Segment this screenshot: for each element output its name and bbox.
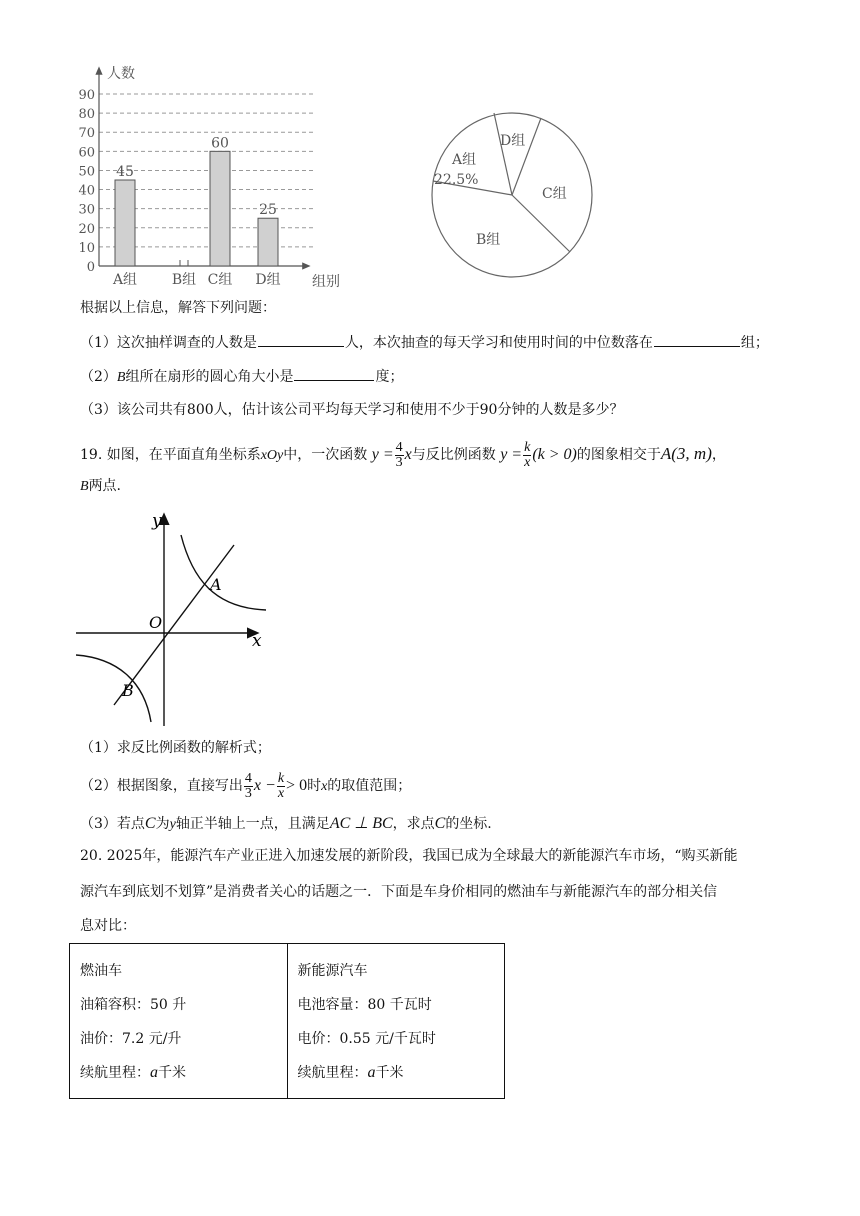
inequality <box>243 770 308 801</box>
var-a: a <box>150 1064 158 1081</box>
ev-cell <box>287 944 505 1099</box>
y-tick-label: 70 <box>78 126 95 142</box>
inverse-condition: (k > 0) <box>532 446 577 463</box>
range-label: 续航里程： <box>297 1065 368 1081</box>
y-axis-label: 人数 <box>107 66 135 82</box>
q18-part3: （3）该公司共有800人，估计该公司平均每天学习和使用不少于90分钟的人数是多少？ <box>80 402 624 418</box>
q19-stem-line1 <box>80 436 726 474</box>
table-cell-line: 新能源汽车 <box>297 963 368 979</box>
frac-num: k <box>524 439 531 455</box>
frac-den: 3 <box>395 454 403 470</box>
inverse-lhs: y = <box>500 446 523 463</box>
q20-stem-line2: 源汽车到底划不划算”是消费者关心的话题之一．下面是车身价相同的燃油车与新能源汽车的部分相关信 <box>80 884 718 900</box>
y-tick-label: 40 <box>78 183 95 199</box>
q18-part2 <box>80 366 403 388</box>
var-b: B <box>80 479 89 494</box>
q18-p2-text-c: 度； <box>375 369 404 385</box>
x-category-label: A组 <box>112 272 138 288</box>
origin-label: O <box>149 613 163 632</box>
coord-system: xOy <box>260 448 284 463</box>
y-tick-label: 90 <box>78 88 95 103</box>
q19-p3-text-a: （3）若点 <box>80 816 145 832</box>
pie-label-d: D组 <box>500 133 526 149</box>
q19-text-f: 两点. <box>88 478 122 494</box>
y-tick-label: 50 <box>78 164 95 180</box>
x-category-label: B组 <box>171 272 197 288</box>
range-label: 续航里程： <box>80 1065 150 1081</box>
inequality-rhs: > 0 <box>286 777 308 794</box>
q18-p1-text-c: 组； <box>740 335 769 351</box>
comparison-table <box>69 943 505 1099</box>
table-row <box>70 944 505 1099</box>
table-cell-line: 油价：7.2 元/升 <box>80 1031 182 1047</box>
table-cell-line: 电池容量：80 千瓦时 <box>297 997 432 1013</box>
bar <box>258 218 278 266</box>
perpendicular-relation: AC ⊥ BC <box>329 815 393 832</box>
q18-p2-text-a: （2） <box>80 369 117 385</box>
y-tick-label: 80 <box>78 107 95 123</box>
unit: 千米 <box>375 1065 404 1081</box>
point-a-text: A(3, m) <box>660 444 712 463</box>
table-cell-line <box>80 1056 277 1090</box>
point-a-label: A <box>210 575 222 594</box>
bar <box>115 180 135 266</box>
x-category-label: C组 <box>207 272 233 288</box>
inequality-mid: x − <box>253 777 276 794</box>
q19-text-e: ， <box>711 447 726 463</box>
q19-p3-text-e: 的坐标. <box>445 816 492 832</box>
pie-chart <box>424 112 604 282</box>
q19-p2-text-c: 的取值范围； <box>327 778 412 794</box>
q19-text-d: 的图象相交于 <box>576 447 661 463</box>
bar <box>210 151 230 266</box>
q19-p2-text-a: （2）根据图象，直接写出 <box>80 778 243 794</box>
function-graph <box>76 508 276 730</box>
frac-den: x <box>524 454 531 470</box>
q19-p3-text-b: 为 <box>155 816 170 832</box>
q19-p3-text-c: 轴正半轴上一点，且满足 <box>175 816 330 832</box>
frac-num: 4 <box>244 770 252 786</box>
q18-p1-text-b: 人，本次抽查的每天学习和使用时间的中位数落在 <box>344 335 653 351</box>
x-axis-label: x <box>252 631 262 651</box>
q20-stem-line3: 息对比： <box>80 918 136 934</box>
fuel-car-cell <box>70 944 288 1099</box>
intro-text: 根据以上信息，解答下列问题： <box>80 300 276 316</box>
q19-stem-line2 <box>80 476 121 497</box>
bar-chart <box>60 58 360 294</box>
q18-part1 <box>80 332 769 353</box>
y-tick-label: 0 <box>86 260 95 275</box>
bar-value-label: 60 <box>211 135 229 152</box>
answer-blank <box>258 332 344 347</box>
frac-num: 4 <box>395 439 403 455</box>
var-a: a <box>367 1064 376 1081</box>
linear-lhs: y = <box>371 446 394 463</box>
pie-label-a-percent: 22.5% <box>434 172 479 188</box>
q19-part1: （1）求反比例函数的解析式； <box>80 740 271 756</box>
var-c: C <box>434 815 446 832</box>
frac-num: k <box>277 770 285 786</box>
y-tick-label: 60 <box>78 145 95 161</box>
linear-var: x <box>404 446 412 463</box>
x-axis-label: 组别 <box>312 274 340 290</box>
q19-p2-text-b: 时 <box>307 778 322 794</box>
q19-text-c: 与反比例函数 <box>411 447 496 463</box>
q19-part3 <box>80 814 492 835</box>
q19-part2 <box>80 768 411 805</box>
linear-function <box>371 439 412 470</box>
frac-den: x <box>277 785 285 801</box>
x-category-label: D组 <box>255 272 281 288</box>
q20-stem-line1: 20. 2025年，能源汽车产业正进入加速发展的新阶段，我国已成为全球最大的新能源汽车市场，“购买新能 <box>80 848 738 864</box>
y-tick-label: 10 <box>78 240 95 256</box>
q19-text-b: 中，一次函数 <box>283 447 368 463</box>
pie-label-a: A组 <box>452 152 477 168</box>
q18-p2-text-b: 组所在扇形的圆心角大小是 <box>125 369 294 385</box>
q19-text-a: 19. 如图，在平面直角坐标系 <box>80 447 261 463</box>
unit: 千米 <box>158 1065 186 1081</box>
frac-den: 3 <box>244 785 252 801</box>
pie-label-c: C组 <box>542 186 567 202</box>
bar-value-label: 25 <box>259 202 277 219</box>
var-b: B <box>116 370 126 385</box>
table-cell-line: 油箱容积：50 升 <box>80 997 187 1013</box>
y-axis-label: y <box>152 511 162 531</box>
table-cell-line <box>298 1056 495 1090</box>
y-tick-label: 20 <box>78 221 95 237</box>
answer-blank <box>294 366 374 381</box>
var-x: x <box>321 779 328 794</box>
table-cell-line: 燃油车 <box>80 963 122 979</box>
q18-p1-text-a: （1）这次抽样调查的人数是 <box>80 335 257 351</box>
bar-value-label: 45 <box>116 164 134 180</box>
point-a <box>661 444 712 463</box>
hyperbola-branch-2 <box>76 655 151 722</box>
q19-p3-text-d: ，求点 <box>392 816 435 832</box>
y-tick-label: 30 <box>78 202 95 218</box>
var-c: C <box>144 815 156 832</box>
table-cell-line: 电价：0.55 元/千瓦时 <box>297 1031 436 1047</box>
point-b-label: B <box>122 681 134 700</box>
inverse-function <box>500 439 577 470</box>
var-y: y <box>169 817 176 832</box>
pie-label-b: B组 <box>476 232 501 248</box>
answer-blank <box>654 332 740 347</box>
